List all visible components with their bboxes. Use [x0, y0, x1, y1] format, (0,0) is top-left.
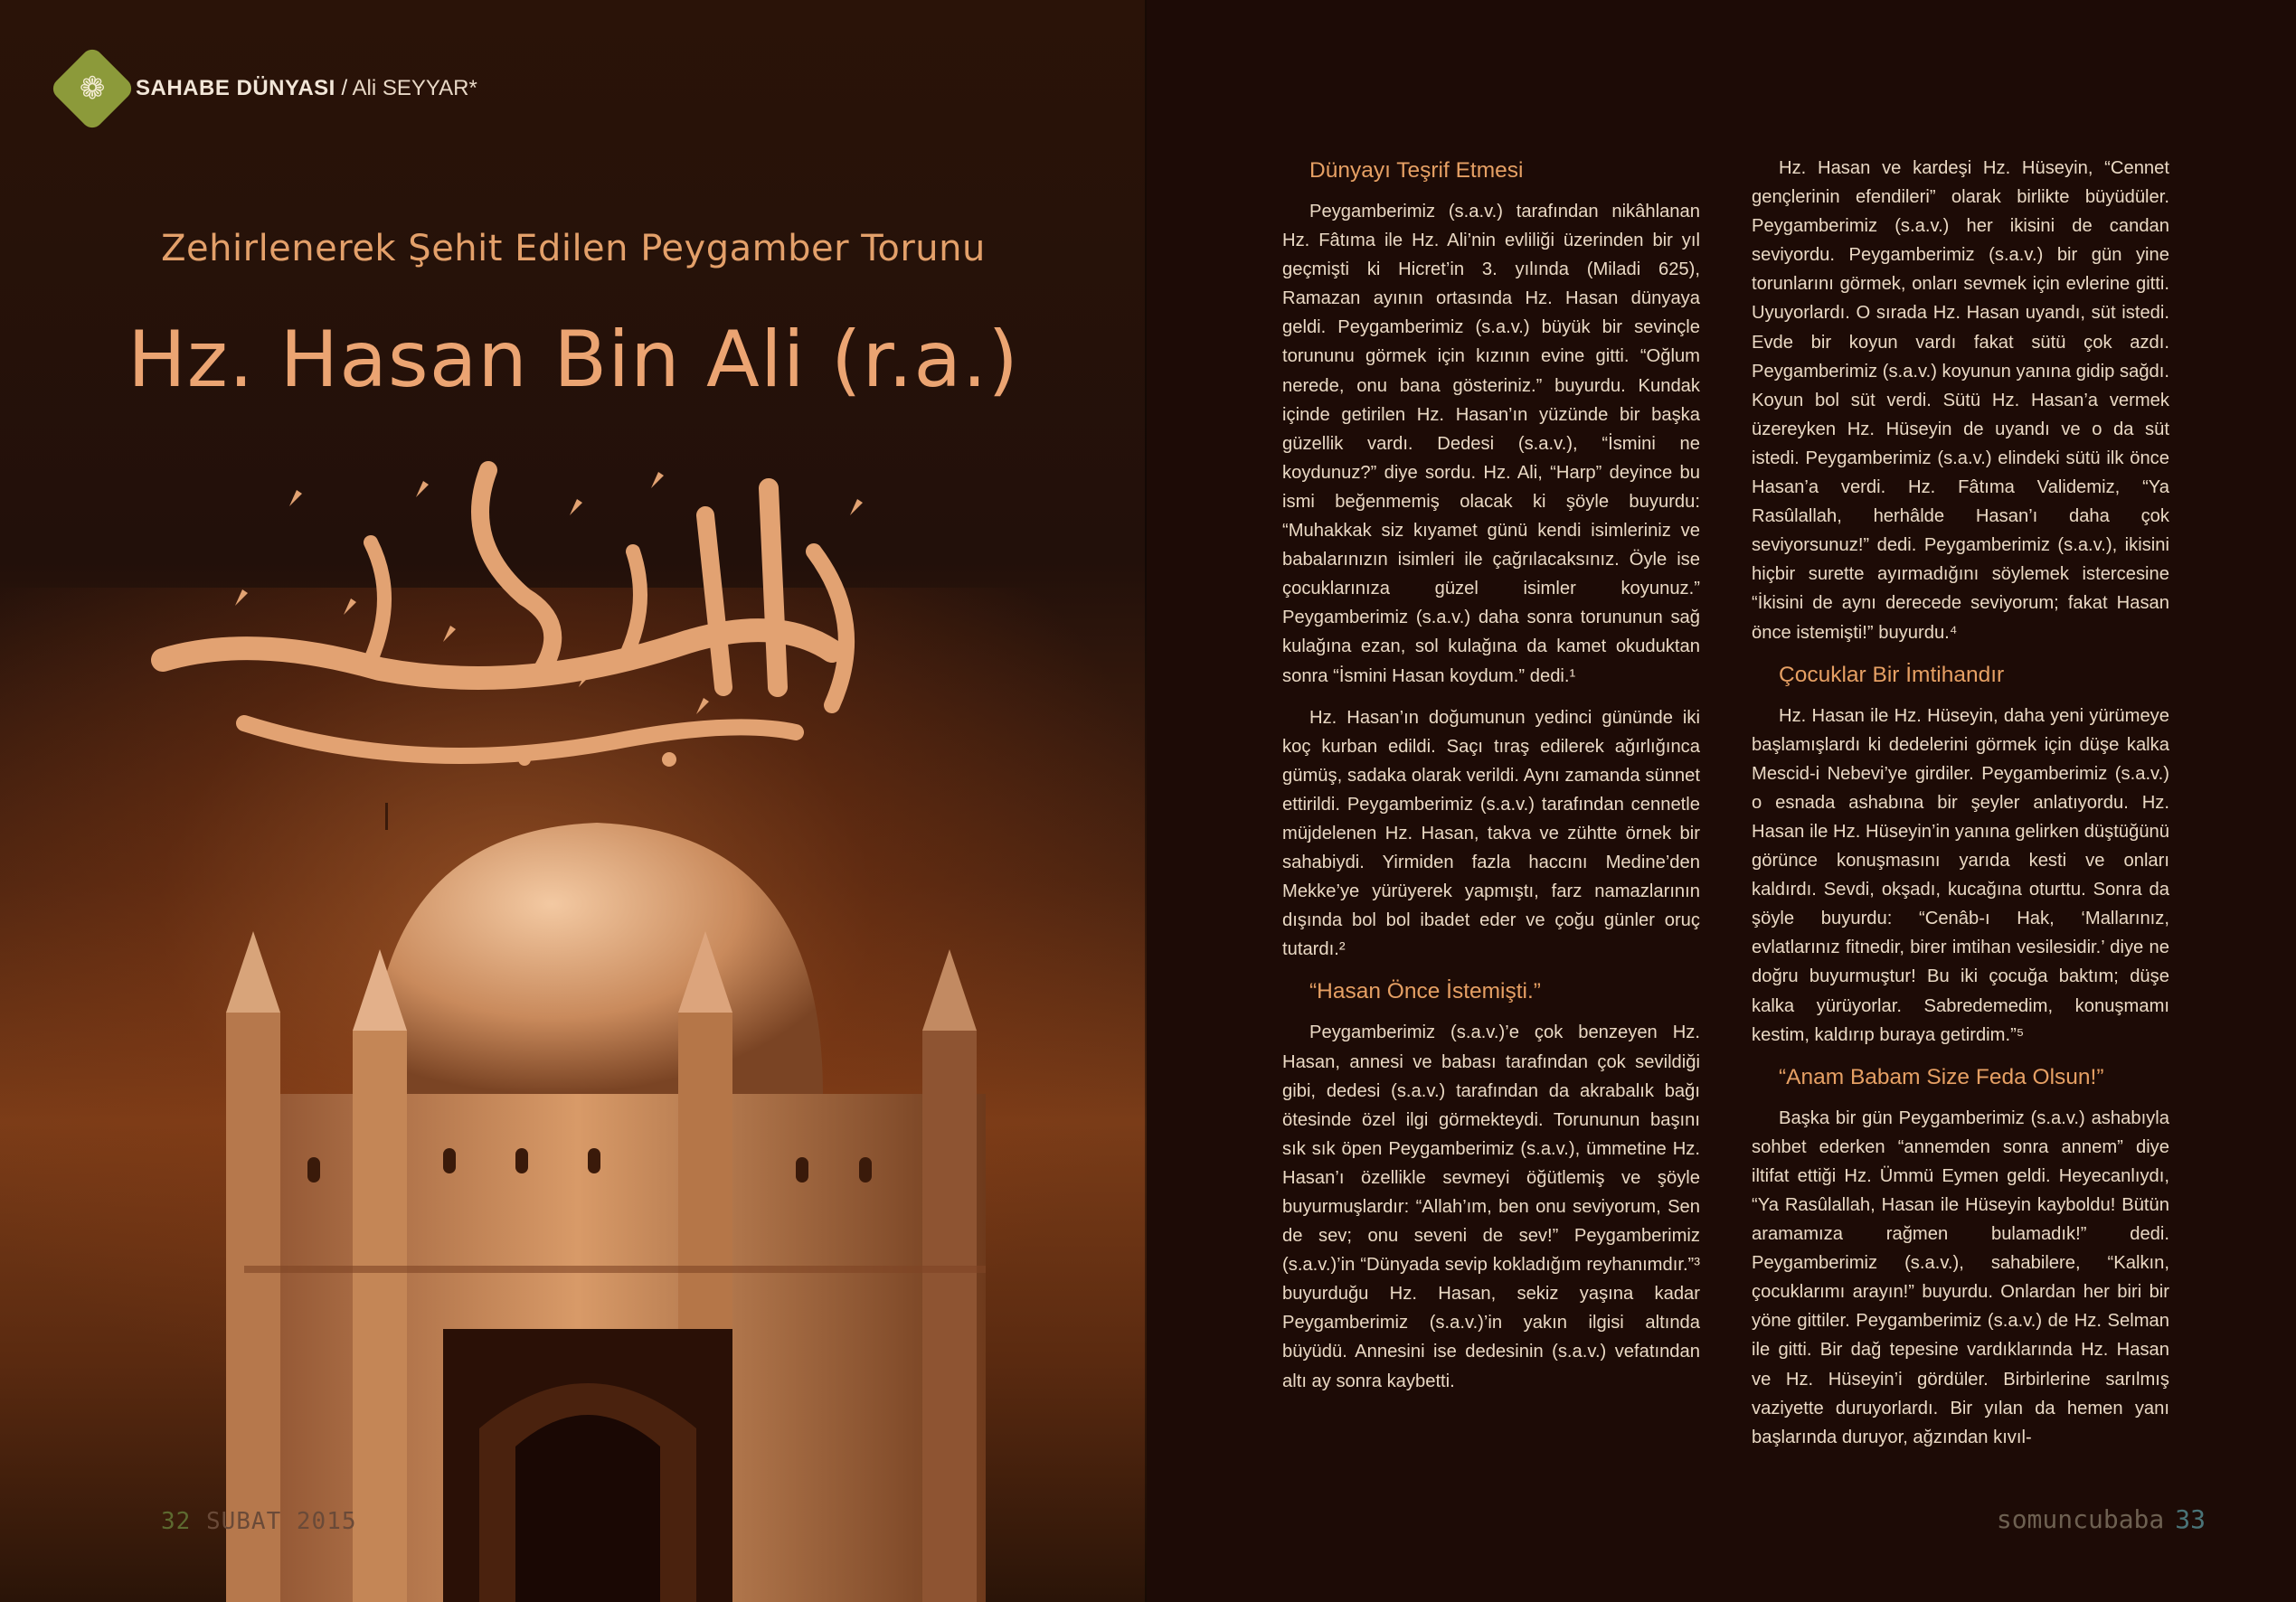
section-heading: Dünyayı Teşrif Etmesi — [1309, 158, 1524, 183]
article-column-1 — [1282, 154, 1700, 1409]
arabic-calligraphy — [145, 416, 922, 832]
article-subtitle: Zehirlenerek Şehit Edilen Peygamber Torunu — [161, 228, 986, 269]
mosque-illustration — [205, 796, 1022, 1602]
right-page-footer — [1997, 1504, 2206, 1534]
article-title: Hz. Hasan Bin Ali (r.a.) — [128, 315, 1019, 405]
author-name: Ali SEYYAR* — [352, 76, 477, 100]
left-page-footer — [161, 1508, 357, 1535]
paragraph: Başka bir gün Peygamberimiz (s.a.v.) ashabıyla sohbet ederken “annemden sonra annem” diye iltifat ettiği Hz. Ümmü Eymen geldi. Heyecanlıydı, “Ya Rasûlallah, Hasan ile Hüseyin kayboldu! Bütün aramamıza rağmen bulamadık!” dedi. Peygamberimiz (s.a.v.), sahabilere, “Kalkın, çocuklarımı arayın!” buyurdu. Onlardan her biri bir yöne gittiler. Peygamberimiz (s.a.v.) de Hz. Selman ile gitti. Bir dağ tepesine vardıklarında Hz. Hasan ve Hz. Hüseyin’i gördüler. Birbirlerine sarılmış vaziyette duruyorlardı. Bir yılan da hemen yanı başlarında duruyor, ağzından kıvıl- — [1752, 1107, 2169, 1447]
right-page — [1147, 0, 2296, 1602]
header-text — [136, 76, 477, 101]
left-page — [0, 0, 1147, 1602]
paragraph: Peygamberimiz (s.a.v.)’e çok benzeyen Hz. Hasan, annesi ve babası tarafından çok sevildiği gibi, dedesi (s.a.v.) tarafından da akrabalık bağı ötesinde özel ilgi görmekteydi. Torununun başını sık sık öpen Peygamberimiz (s.a.v.), ümmetine Hz. Hasan’ı özellikle sevmeyi öğütlemiş ve şöyle buyurmuşlardır: “Allah’ım, ben onu seviyorum, Sen de sev; onu seveni de sev!” Peygamberimiz (s.a.v.)’in “Dünyada sevip kokladığım reyhanımdır.”³ buyurduğu Hz. Hasan, sekiz yaşına kadar Peygamberimiz (s.a.v.)’in yakın ilgisi altında büyüdü. Annesini ise dedesinin (s.a.v.) vefatından altı ay sonra kaybetti. — [1282, 1022, 1700, 1391]
header-separator: / — [335, 76, 353, 100]
magazine-logo-badge — [49, 45, 136, 132]
article-column-2 — [1752, 154, 2169, 1465]
section-heading: “Anam Babam Size Feda Olsun!” — [1779, 1064, 2104, 1089]
right-page-number: 33 — [2175, 1504, 2206, 1534]
issue-date: SUBAT 2015 — [205, 1508, 357, 1535]
paragraph: Hz. Hasan’ın doğumunun yedinci gününde iki koç kurban edildi. Saçı tıraş edilerek ağırlığınca gümüş, sadaka olarak verildi. Aynı zamanda sünnet ettirildi. Peygamberimiz (s.a.v.) tarafından cennetle müjdelenen Hz. Hasan, takva ve zühtte örnek bir sahabiydi. Yirmiden fazla haccını Medine’den Mekke’ye yürüyerek yapmıştı, farz namazlarının dışında bol bol ibadet eder ve çoğu günler oruç tutardı.² — [1282, 707, 1700, 960]
left-page-number: 32 — [161, 1508, 192, 1535]
paragraph: Hz. Hasan ve kardeşi Hz. Hüseyin, “Cennet gençlerinin efendileri” olarak birlikte büyüdüler. Peygamberimiz (s.a.v.) her ikisini de candan seviyordu. Peygamberimiz (s.a.v.) bir gün yine torunlarını görmek, onları sevmek için evlerine gitti. Uyuyorlardı. O sırada Hz. Hasan uyandı, süt istedi. Evde bir koyun vardı fakat sütü çok azdı. Peygamberimiz (s.a.v.) koyunun yanına gidip sağdı. Koyun bol süt verdi. Sütü Hz. Hasan’a vermek üzereyken Hz. Hüseyin de uyandı ve o da süt istedi. Peygamberimiz (s.a.v.) elindeki sütü ilk önce Hasan’a verdi. Hz. Fâtıma Validemiz, “Ya Rasûlallah, herhâlde Hasan’ı daha çok seviyorsunuz!” dedi. Peygamberimiz (s.a.v.), ikisini hiçbir surette ayırmadığını söylemek istercesine “İkisini de aynı derecede seviyorum; fakat Hasan önce istemişti!” buyurdu.⁴ — [1752, 158, 2169, 643]
section-name: SAHABE DÜNYASI — [136, 76, 335, 100]
magazine-name: somuncubaba — [1996, 1504, 2165, 1534]
paragraph: Peygamberimiz (s.a.v.) tarafından nikâhlanan Hz. Fâtıma ile Hz. Ali’nin evliliği üzerinden bir yıl geçmişti ki Hicret’in 3. yılında (Miladi 625), Ramazan ayının ortasında Hz. Hasan dünyaya geldi. Peygamberimiz (s.a.v.) büyük bir sevinçle torununu görmek için kızının evine gitti. “Oğlum nerede, onu bana gösteriniz.” buyurdu. Kundak içinde getirilen Hz. Hasan’ın yüzünde bir başka güzellik vardı. Dedesi (s.a.v.), “İsmini ne koydunuz?” diye sordu. Hz. Ali, “Harp” deyince bu ismi beğenmemiş olacak ki şöyle buyurdu: “Muhakkak siz kıyamet günü kendi isimleriniz ve babalarınızın isimleri ile çağrılacaksınız. Öyle ise çocuklarınıza güzel isimler koyunuz.” Peygamberimiz (s.a.v.) daha sonra torununun sağ kulağına ezan, sol kulağına da kamet okuduktan sonra “İsmini Hasan koydum.” dedi.¹ — [1282, 202, 1700, 686]
section-header — [61, 56, 477, 121]
paragraph: Hz. Hasan ile Hz. Hüseyin, daha yeni yürümeye başlamışlardı ki dedelerini görmek için düşe kalka Mescid-i Nebevi’ye girdiler. Peygamberimiz (s.a.v.) o esnada ashabına bir şeyler anlatıyordu. Hz. Hasan ile Hz. Hüseyin’in yanına gelirken düştüğünü görünce konuşmasını yarıda kesti ve onları kaldırdı. Sevdi, okşadı, kucağına oturttu. Sonra da şöyle buyurdu: “Cenâb-ı Hak, ‘Mallarınız, evlatlarınız fitnedir, birer imtihan vesilesidir.’ diye ne doğru buyurmuştur! Bu iki çocuğa baktım; düşe kalka yürüyorlar. Sabredemedim, konuşmamı kestim, kaldırıp buraya getirdim.”⁵ — [1752, 705, 2169, 1045]
section-heading: Çocuklar Bir İmtihandır — [1779, 662, 2005, 687]
section-heading: “Hasan Önce İstemişti.” — [1309, 979, 1541, 1004]
flower-icon: ❁ — [79, 71, 106, 107]
